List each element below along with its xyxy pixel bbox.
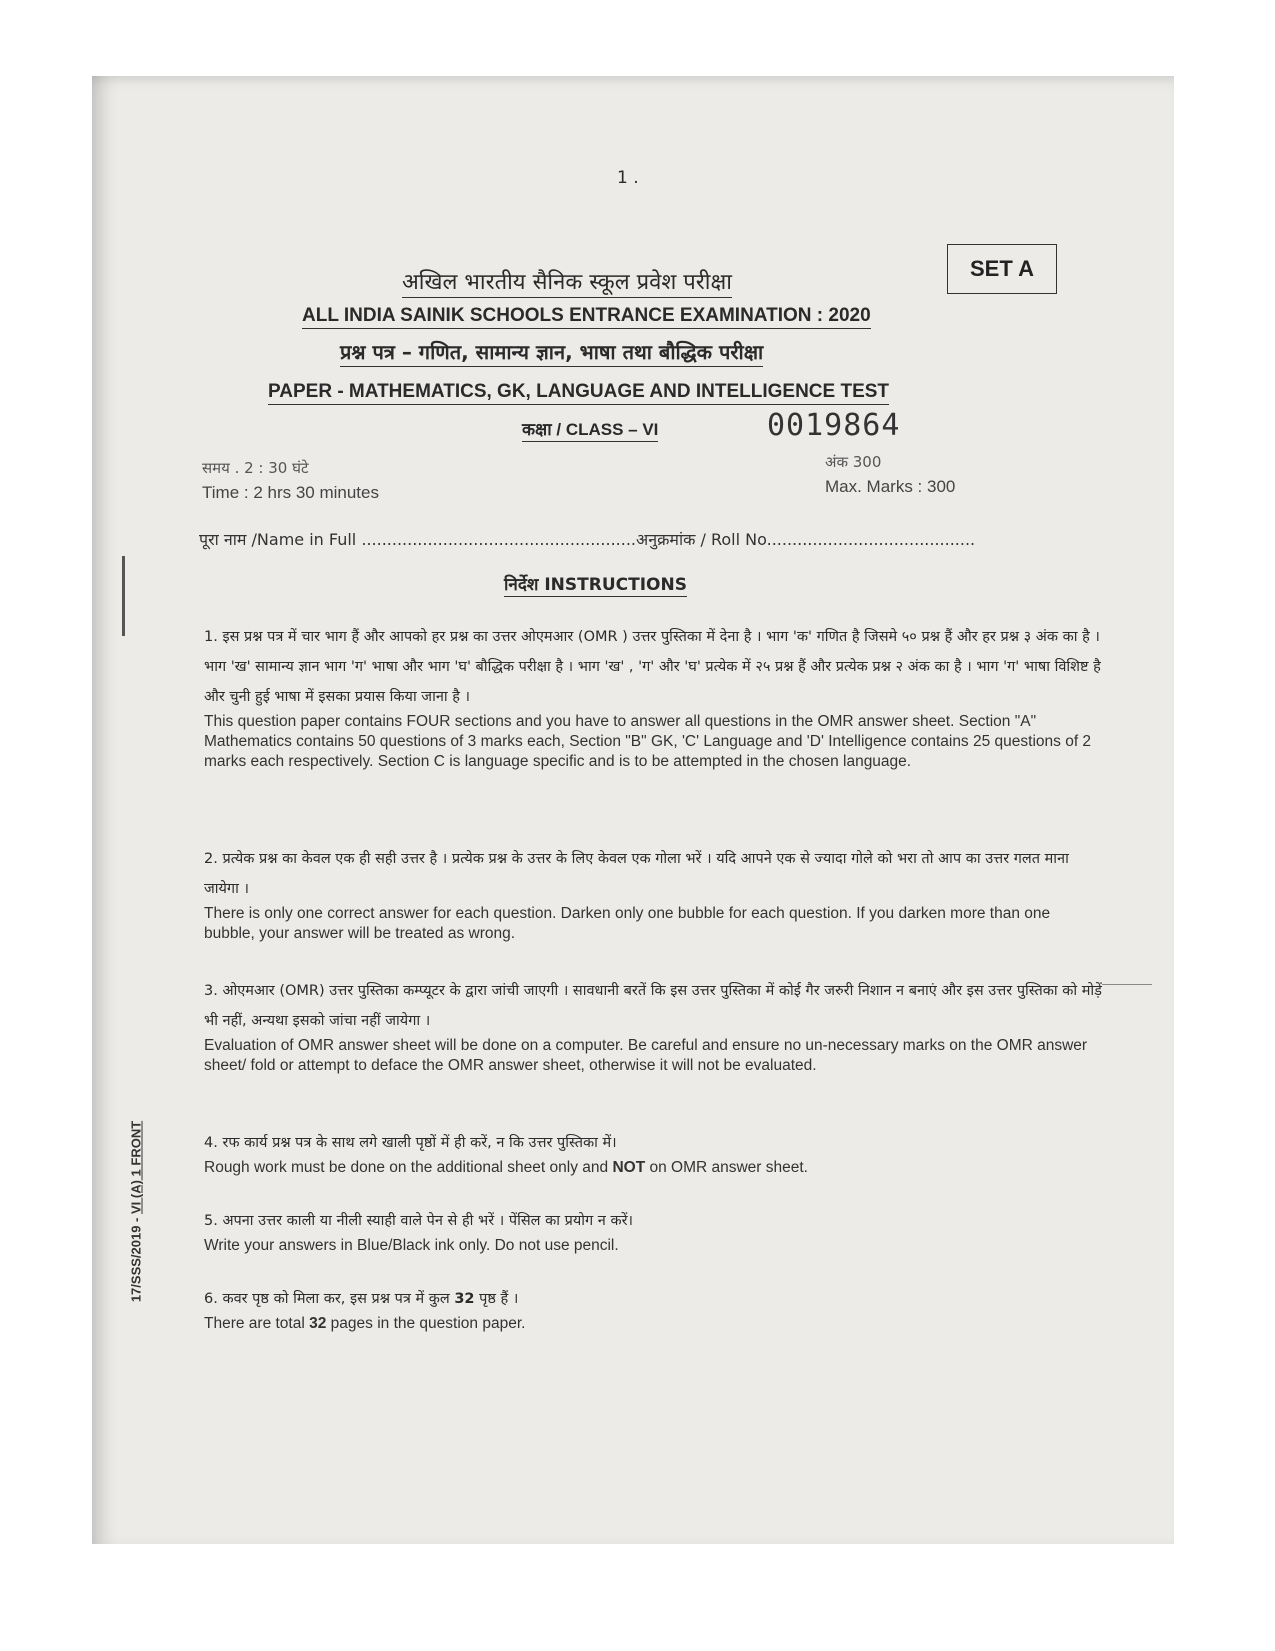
instruction-4-english-after: on OMR answer sheet. — [645, 1159, 808, 1176]
paper-title-hindi: प्रश्न पत्र – गणित, सामान्य ज्ञान, भाषा तथा बौद्धिक परीक्षा — [340, 338, 763, 367]
instruction-2-hindi: 2. प्रत्येक प्रश्न का केवल एक ही सही उत्तर है । प्रत्येक प्रश्न के उत्तर के लिए केवल एक गोला भरें । यदि आपने एक से ज्यादा गोले को भरा तो आप का उत्तर गलत माना जायेगा । — [204, 851, 1069, 897]
instruction-5-hindi: 5. अपना उत्तर काली या नीली स्याही वाले पेन से ही भरें । पेंसिल का प्रयोग न करें। — [204, 1213, 634, 1229]
instruction-6-hindi — [204, 1284, 1104, 1314]
title-english: ALL INDIA SAINIK SCHOOLS ENTRANCE EXAMINATION : 2020 — [302, 304, 871, 329]
instruction-4 — [204, 1128, 1104, 1178]
instruction-3-english: Evaluation of OMR answer sheet will be done on a computer. Be careful and ensure no un-necessary marks on the OMR answer sheet/ fold or attempt to deface the OMR answer sheet, otherwise it will not be evaluated. — [204, 1037, 1088, 1074]
instruction-2 — [204, 844, 1104, 944]
instruction-6-english-before: There are total — [204, 1315, 310, 1332]
instruction-5 — [204, 1206, 1104, 1256]
instruction-1-english: This question paper contains FOUR sections and you have to answer all questions in the OMR answer sheet. Section "A" Mathematics contains 50 questions of 3 marks each, Section "B" GK, 'C' Language and 'D' Intelligence contains 25 questions of 2 marks each respectively. Section C is language specific and is to be attempted in the chosen language. — [204, 713, 1092, 770]
set-badge: SET A — [947, 244, 1057, 294]
instruction-4-english-bold: NOT — [612, 1159, 646, 1176]
name-label: पूरा नाम /Name in Full — [199, 530, 357, 549]
staple-mark — [122, 556, 125, 636]
instruction-1-hindi: 1. इस प्रश्न पत्र में चार भाग हैं और आपको हर प्रश्न का उत्तर ओएमआर (OMR ) उत्तर पुस्तिका में देना है । भाग 'क' गणित है जिसमे ५० प्रश्न हैं और हर प्रश्न ३ अंक का है । भाग 'ख' सामान्य ज्ञान भाग 'ग' भाषा और भाग 'घ' बौद्धिक परीक्षा है । भाग 'ख' , 'ग' और 'घ' प्रत्येक में २५ प्रश्न हैं और प्रत्येक प्रश्न २ अंक का है । भाग 'ग' भाषा विशिष्ट है और चुनी हुई भाषा में इसका प्रयास किया जाना है । — [204, 629, 1101, 705]
instruction-2-english: There is only one correct answer for each question. Darken only one bubble for each question. If you darken more than one bubble, your answer will be treated as wrong. — [204, 905, 1051, 942]
name-roll-line: पूरा नाम /Name in Full ......................................................अनुक्रमांक / Roll No......................................... — [199, 530, 976, 549]
instruction-6-hindi-before: 6. कवर पृष्ठ को मिला कर, इस प्रश्न पत्र में कुल — [204, 1291, 455, 1307]
page-number: 1 . — [617, 168, 639, 188]
instruction-6-english — [204, 1314, 1104, 1334]
instruction-1 — [204, 622, 1104, 772]
instruction-6-english-bold: 32 — [309, 1315, 327, 1332]
side-paper-code — [129, 1102, 144, 1322]
exam-paper-sheet — [92, 76, 1174, 1544]
side-code-underlined: VI (A) 1 FRONT — [128, 1120, 144, 1214]
instruction-6-english-after: pages in the question paper. — [326, 1315, 526, 1332]
instruction-4-english-before: Rough work must be done on the additional sheet only and — [204, 1159, 613, 1176]
instruction-4-english — [204, 1158, 1104, 1178]
instruction-4-hindi: 4. रफ कार्य प्रश्न पत्र के साथ लगे खाली पृष्ठों में ही करें, न कि उत्तर पुस्तिका में। — [204, 1135, 617, 1151]
instruction-5-english: Write your answers in Blue/Black ink only. Do not use pencil. — [204, 1237, 619, 1254]
marks-hindi: अंक 300 — [825, 453, 882, 471]
time-english: Time : 2 hrs 30 minutes — [202, 483, 379, 502]
roll-label: अनुक्रमांक / Roll No — [636, 530, 767, 549]
instruction-6 — [204, 1284, 1104, 1334]
time-hindi: समय . 2 : 30 घंटे — [202, 459, 309, 477]
title-hindi: अखिल भारतीय सैनिक स्कूल प्रवेश परीक्षा — [402, 269, 732, 298]
paper-title-english: PAPER - MATHEMATICS, GK, LANGUAGE AND INTELLIGENCE TEST — [268, 380, 889, 405]
instructions-heading: निर्देश INSTRUCTIONS — [504, 575, 687, 595]
instruction-3-hindi: 3. ओएमआर (OMR) उत्तर पुस्तिका कम्प्यूटर के द्वारा जांची जाएगी । सावधानी बरतें कि इस उत्तर पुस्तिका में कोई गैर जरुरी निशान न बनाएं और इस उत्तर पुस्तिका को मोड़ें भी नहीं, अन्यथा इसको जांचा नहीं जायेगा । — [204, 983, 1102, 1029]
side-code-prefix: 17/SSS/2019 - — [128, 1214, 144, 1303]
instruction-6-hindi-bold: 32 — [454, 1291, 475, 1307]
margin-mark — [1102, 984, 1152, 985]
serial-number: 0019864 — [767, 408, 901, 443]
instruction-3 — [204, 976, 1104, 1076]
instruction-6-hindi-after: पृष्ठ हैं । — [474, 1291, 519, 1307]
marks-english: Max. Marks : 300 — [825, 477, 956, 496]
class-label: कक्षा / CLASS – VI — [522, 419, 658, 442]
